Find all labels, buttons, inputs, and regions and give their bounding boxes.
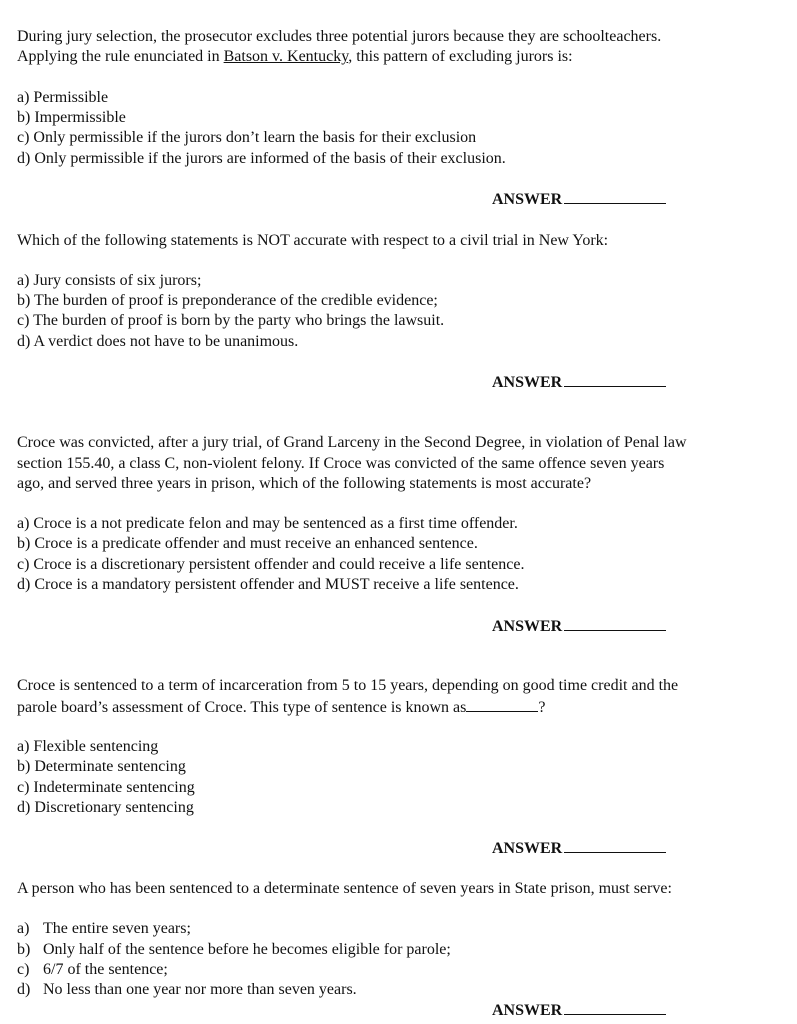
q2-option-c: c) The burden of proof is born by the party who brings the lawsuit.: [17, 312, 445, 329]
q1-option-c: c) Only permissible if the jurors don’t learn the basis for their exclusion: [17, 129, 477, 146]
q5-option-a-text: The entire seven years;: [43, 920, 191, 937]
q3-answer: [492, 616, 666, 637]
q4-stem-suffix: ?: [538, 699, 546, 716]
q1-option-a: a) Permissible: [17, 89, 109, 106]
q3-option-c: c) Croce is a discretionary persistent offender and could receive a life sentence.: [17, 556, 525, 573]
q2-option-a: a) Jury consists of six jurors;: [17, 272, 202, 289]
q1-option-b: b) Impermissible: [17, 109, 126, 126]
q5-answer-label: ANSWER: [492, 1002, 563, 1019]
q5-option-c: [17, 960, 168, 980]
q2-answer-blank[interactable]: [564, 372, 666, 387]
q3-option-b: b) Croce is a predicate offender and must receive an enhanced sentence.: [17, 535, 478, 552]
q1-stem-line-2: [17, 47, 573, 67]
q4-option-c: c) Indeterminate sentencing: [17, 779, 195, 796]
q4-option-b: b) Determinate sentencing: [17, 758, 186, 775]
q1-answer-blank[interactable]: [564, 189, 666, 204]
case-name-link: Batson v. Kentucky: [223, 48, 349, 65]
q3-answer-label: ANSWER: [492, 618, 563, 635]
q3-stem-line-1: Croce was convicted, after a jury trial, of Grand Larceny in the Second Degree, in violation of Penal law: [17, 434, 687, 451]
q5-option-d: [17, 980, 357, 1000]
q1-stem-line-1: During jury selection, the prosecutor excludes three potential jurors because they are schoolteachers.: [17, 28, 662, 45]
q2-answer-label: ANSWER: [492, 374, 563, 391]
q4-option-a: a) Flexible sentencing: [17, 738, 159, 755]
q5-option-d-label: d): [17, 981, 31, 998]
q4-stem-prefix: parole board’s assessment of Croce. This type of sentence is known as: [17, 699, 467, 716]
q4-stem-line-2: [17, 697, 545, 718]
q5-option-c-text: 6/7 of the sentence;: [43, 961, 168, 978]
q5-option-a-label: a): [17, 920, 30, 937]
q1-answer-label: ANSWER: [492, 191, 563, 208]
q2-answer: [492, 372, 666, 393]
q2-option-b: b) The burden of proof is preponderance of the credible evidence;: [17, 292, 438, 309]
q3-option-d: d) Croce is a mandatory persistent offender and MUST receive a life sentence.: [17, 576, 519, 593]
q4-option-d: d) Discretionary sentencing: [17, 799, 194, 816]
q5-answer: [492, 1000, 666, 1021]
q5-option-b-label: b): [17, 941, 31, 958]
q2-option-d: d) A verdict does not have to be unanimous.: [17, 333, 299, 350]
q3-answer-blank[interactable]: [564, 616, 666, 631]
q5-option-a: [17, 919, 191, 939]
q1-option-d: d) Only permissible if the jurors are informed of the basis of their exclusion.: [17, 150, 506, 167]
q4-stem-line-1: Croce is sentenced to a term of incarceration from 5 to 15 years, depending on good time credit and the: [17, 677, 679, 694]
q3-stem-line-3: ago, and served three years in prison, which of the following statements is most accurate?: [17, 475, 592, 492]
q5-option-d-text: No less than one year nor more than seven years.: [43, 981, 357, 998]
q5-option-b-text: Only half of the sentence before he becomes eligible for parole;: [43, 941, 451, 958]
q4-answer-blank[interactable]: [564, 838, 666, 853]
q5-option-c-label: c): [17, 961, 30, 978]
q5-option-b: [17, 940, 451, 960]
q3-option-a: a) Croce is a not predicate felon and may be sentenced as a first time offender.: [17, 515, 518, 532]
q5-answer-blank[interactable]: [564, 1000, 666, 1015]
q2-stem: Which of the following statements is NOT accurate with respect to a civil trial in New York:: [17, 232, 609, 249]
q3-stem-line-2: section 155.40, a class C, non-violent felony. If Croce was convicted of the same offence seven years: [17, 455, 665, 472]
q1-stem-suffix: , this pattern of excluding jurors is:: [348, 48, 573, 65]
q4-answer: [492, 838, 666, 859]
q1-stem-prefix: Applying the rule enunciated in: [17, 48, 224, 65]
q4-inline-blank[interactable]: [466, 697, 538, 712]
q4-answer-label: ANSWER: [492, 840, 563, 857]
q1-answer: [492, 189, 666, 210]
q5-stem: A person who has been sentenced to a determinate sentence of seven years in State prison, must serve:: [17, 880, 672, 897]
